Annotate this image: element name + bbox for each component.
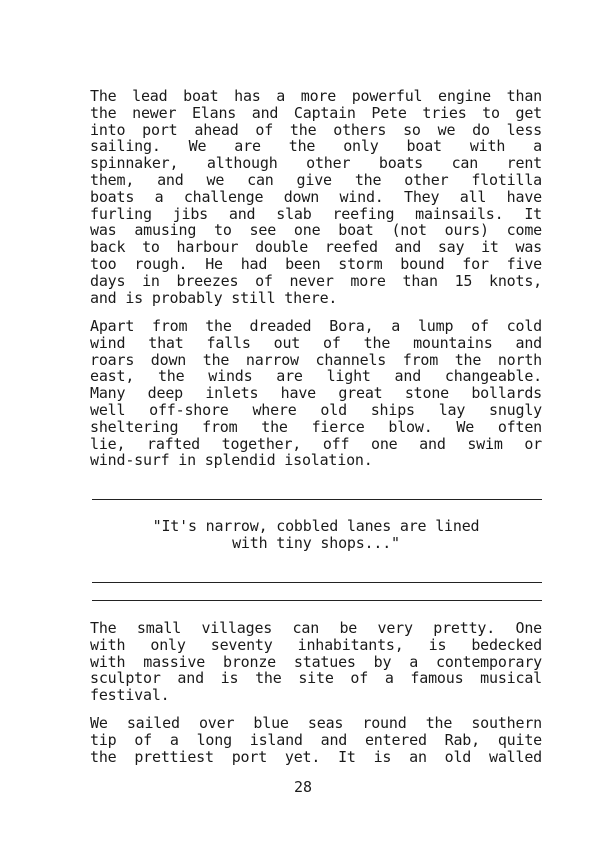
text-line: lie, rafted together, off one and swim or (90, 434, 542, 453)
divider-rule-bottom (92, 600, 542, 601)
text-line: The small villages can be very pretty. One (90, 619, 542, 637)
paragraph-rab (90, 715, 542, 765)
text-line: wind that falls out of the mountains and (90, 333, 542, 352)
pull-quote (90, 518, 542, 552)
text-line: into port ahead of the others so we do less (90, 120, 542, 139)
text-line: east, the winds are light and changeable. (90, 367, 542, 386)
text-line: the newer Elans and Captain Pete tries to get (90, 103, 542, 122)
divider-rule-top (92, 499, 542, 500)
text-line: with massive bronze statues by a contemporary (90, 652, 542, 671)
text-line: too rough. He had been storm bound for five (90, 254, 542, 273)
text-line: well off-shore where old ships lay snugly (90, 400, 542, 419)
text-line: sculptor and is the site of a famous musical (90, 669, 542, 688)
divider-rule-middle (92, 582, 542, 583)
pull-quote-line: "It's narrow, cobbled lanes are lined (152, 517, 480, 535)
text-line: was amusing to see one boat (not ours) come (90, 221, 542, 240)
paragraph-lead-boat (90, 88, 542, 306)
page-number: 28 (293, 778, 313, 796)
text-line: We sailed over blue seas round the southern (90, 714, 542, 732)
text-line: spinnaker, although other boats can rent (90, 154, 542, 173)
text-line: boats a challenge down wind. They all have (90, 187, 542, 206)
text-line: back to harbour double reefed and say it was (90, 238, 542, 257)
text-line: sheltering from the fierce blow. We often (90, 417, 542, 436)
pull-quote-line: with tiny shops..." (232, 533, 400, 552)
text-line: tip of a long island and entered Rab, quite (90, 730, 542, 749)
text-line: with only seventy inhabitants, is bedecked (90, 635, 542, 654)
text-line: The lead boat has a more powerful engine than (90, 87, 542, 105)
text-line: Apart from the dreaded Bora, a lump of cold (90, 317, 542, 335)
text-line: wind-surf in splendid isolation. (90, 451, 373, 470)
text-line: roars down the narrow channels from the north (90, 350, 542, 369)
paragraph-villages (90, 620, 542, 704)
text-line: Many deep inlets have great stone bollards (90, 384, 542, 403)
text-line: the prettiest port yet. It is an old walled (90, 747, 542, 766)
text-line: sailing. We are the only boat with a (90, 137, 542, 156)
text-line: days in breezes of never more than 15 knots, (90, 271, 542, 290)
text-line: them, and we can give the other flotilla (90, 170, 542, 189)
text-line: furling jibs and slab reefing mainsails. It (90, 204, 542, 223)
text-line: and is probably still there. (90, 288, 338, 307)
paragraph-bora-winds (90, 318, 542, 469)
text-line: festival. (90, 686, 170, 705)
